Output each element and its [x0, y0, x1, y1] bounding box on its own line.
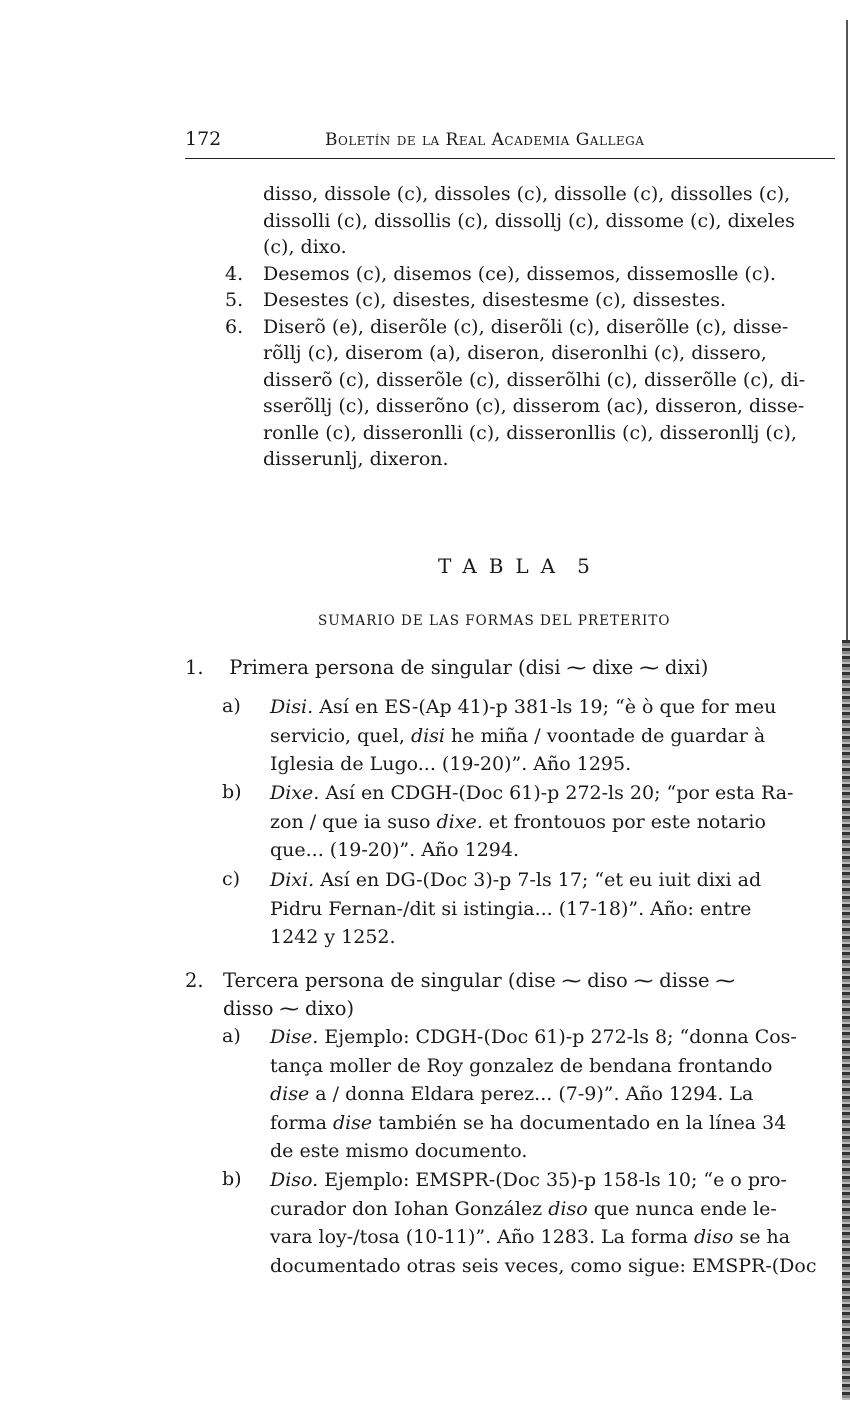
- entry-line-text: tança moller de Roy gonzalez de bendana frontando: [270, 1054, 773, 1077]
- entry-line-text: Así en DG-(Doc 3)-p 7-ls 17; “et eu iuit dixi ad: [314, 869, 762, 891]
- line-text: ronlle (c), disseronlli (c), disseronllis (c), disseronllj (c),: [263, 421, 797, 444]
- line-text: (c), dixo.: [263, 236, 347, 258]
- page-header: [185, 128, 835, 159]
- italic-term: Dixi.: [270, 869, 315, 891]
- entry-line-text: Así en ES-(Ap 41)-p 381-ls 19; “è ò que for meu: [313, 696, 777, 718]
- entry-line: [270, 722, 776, 751]
- table-title-word: TABLA: [438, 554, 568, 578]
- entry-line: [270, 1052, 797, 1081]
- entry-line: [270, 1166, 816, 1195]
- entry-line-text: et frontouos por este notario: [482, 810, 766, 833]
- item-number: 4.: [225, 262, 244, 285]
- entry-line: [270, 1109, 797, 1138]
- line-text: Desestes (c), disestes, disestesme (c), dissestes.: [263, 289, 726, 311]
- entry-text: [270, 866, 761, 952]
- line-text: Desemos (c), disemos (ce), dissemos, dissemoslle (c).: [263, 262, 776, 285]
- tilde-symbol: ⁓: [561, 969, 582, 992]
- entry-line: [270, 895, 761, 924]
- entry-line-text: forma: [270, 1111, 333, 1134]
- top-block: [225, 181, 840, 473]
- item-number: 6.: [225, 315, 244, 338]
- entry-line-text: Pidru Fernan-/dit si istingia... (17-18)”. Año: entre: [270, 897, 752, 920]
- line-text: disserunlj, dixeron.: [263, 448, 449, 470]
- italic-term: diso: [548, 1197, 588, 1220]
- entry-line-text: se ha: [733, 1226, 791, 1248]
- section-1-number: 1.: [185, 656, 204, 679]
- text-line: [225, 420, 840, 447]
- entry-letter: a): [222, 1025, 241, 1047]
- entry-line: [270, 1023, 797, 1052]
- entry-line-text: Iglesia de Lugo... (19-20)”. Año 1295.: [270, 753, 632, 775]
- entry-letter: c): [222, 868, 241, 890]
- text-line: [225, 234, 840, 261]
- entry-line-text: de este mismo documento.: [270, 1140, 528, 1162]
- table-subtitle: SUMARIO DE LAS FORMAS DEL PRETERITO: [318, 613, 671, 629]
- italic-term: Diso.: [270, 1169, 319, 1191]
- entry-line-text: que... (19-20)”. Año 1294.: [270, 839, 520, 861]
- entry-line-text: Así en CDGH-(Doc 61)-p 272-ls 20; “por esta Ra-: [319, 782, 794, 804]
- table-title: [438, 554, 590, 578]
- entry-line: [270, 1195, 816, 1224]
- table-number: 5: [577, 554, 590, 578]
- text-line: [225, 367, 840, 394]
- text-line: [225, 393, 840, 420]
- entry-line: [270, 693, 776, 722]
- tilde-symbol: ⁓: [715, 969, 736, 992]
- italic-term: dixe.: [436, 810, 483, 833]
- entry-text: [270, 1166, 816, 1280]
- entry-line: [270, 836, 793, 865]
- tilde-symbol: ⁓: [566, 656, 587, 679]
- entry-letter: b): [222, 781, 242, 803]
- page-edge-shadow: [842, 640, 850, 1400]
- entry-line-text: 1242 y 1252.: [270, 926, 396, 948]
- entry-letter: b): [222, 1168, 242, 1190]
- text-line: [225, 287, 840, 314]
- italic-term: Disi.: [270, 696, 314, 718]
- line-text: rõllj (c), diserom (a), diseron, diseronlhi (c), dissero,: [263, 342, 767, 364]
- page-number: 172: [185, 128, 222, 150]
- entry-text: [270, 693, 776, 779]
- entry-line: [270, 808, 793, 837]
- section-2-heading-l1-end: disse: [659, 969, 710, 992]
- entry-line: [270, 750, 776, 779]
- section-1-heading-start: Primera persona de singular (disi: [229, 656, 561, 679]
- tilde-symbol: ⁓: [279, 997, 299, 1020]
- entry-line-text: he miña / voontade de guardar à: [445, 724, 766, 747]
- item-number: 5.: [225, 289, 244, 311]
- entry-letter: a): [222, 695, 241, 717]
- entry-line: [270, 1252, 816, 1281]
- entry-line: [270, 866, 761, 895]
- section-2-heading-l2-start: disso: [223, 997, 274, 1020]
- italic-term: Dise.: [270, 1026, 319, 1048]
- section-2-number: 2.: [185, 969, 204, 992]
- text-line: [225, 446, 840, 473]
- entry-line-text: Ejemplo: CDGH-(Doc 61)-p 272-ls 8; “donna Cos-: [318, 1026, 797, 1048]
- entry-line-text: que nunca ende le-: [587, 1197, 777, 1220]
- text-line: [225, 208, 840, 235]
- entry-line: [270, 1080, 797, 1109]
- line-text: dissolli (c), dissollis (c), dissollj (c), dissome (c), dixeles: [263, 209, 795, 232]
- entry-line: [270, 1137, 797, 1166]
- entry-line: [270, 923, 761, 952]
- entry-line-text: documentado otras seis veces, como sigue: EMSPR-(Doc: [270, 1254, 817, 1277]
- line-text: disso, dissole (c), dissoles (c), dissolle (c), dissolles (c),: [263, 183, 791, 205]
- line-text: sserõllj (c), disserõno (c), disserom (ac), disseron, disse-: [263, 395, 805, 417]
- text-line: [225, 340, 840, 367]
- running-title: Boletín de la Real Academia Gallega: [325, 130, 645, 150]
- italic-term: Dixe.: [270, 782, 320, 804]
- entry-line-text: servicio, quel,: [270, 724, 411, 747]
- italic-term: dise: [270, 1083, 310, 1105]
- line-text: Diserõ (e), diserõle (c), diserõli (c), diserõlle (c), disse-: [263, 315, 789, 338]
- section-2-heading-l2-end: dixo): [304, 997, 355, 1020]
- italic-term: diso: [693, 1226, 734, 1248]
- entry-line: [270, 1223, 816, 1252]
- text-line: [225, 314, 840, 341]
- section-2-heading: [185, 967, 741, 1023]
- entry-line-text: a / donna Eldara perez... (7-9)”. Año 1294. La: [309, 1083, 754, 1105]
- entry-line: [270, 779, 793, 808]
- text-line: [225, 261, 840, 288]
- section-1-heading-mid: dixe: [592, 656, 634, 679]
- entry-line-text: también se ha documentado en la línea 34: [372, 1111, 787, 1134]
- entry-line-text: curador don Iohan González: [270, 1197, 549, 1220]
- entry-line-text: zon / que ia suso: [270, 810, 437, 833]
- section-1-heading: [185, 654, 708, 682]
- text-line: [225, 181, 840, 208]
- entry-text: [270, 1023, 797, 1166]
- italic-term: disi: [410, 724, 446, 747]
- entry-line-text: vara loy-/tosa (10-11)”. Año 1283. La forma: [270, 1226, 694, 1248]
- italic-term: dise: [332, 1111, 373, 1134]
- tilde-symbol: ⁓: [639, 656, 659, 679]
- section-2-heading-l1-start: Tercera persona de singular (dise: [223, 969, 556, 992]
- section-2-heading-l1-mid: diso: [587, 969, 628, 992]
- tilde-symbol: ⁓: [633, 969, 654, 992]
- section-1-heading-end: dixi): [664, 656, 709, 679]
- entry-text: [270, 779, 793, 865]
- entry-line-text: Ejemplo: EMSPR-(Doc 35)-p 158-ls 10; “e o pro-: [318, 1169, 787, 1191]
- line-text: disserõ (c), disserõle (c), disserõlhi (c), disserõlle (c), di-: [263, 368, 806, 391]
